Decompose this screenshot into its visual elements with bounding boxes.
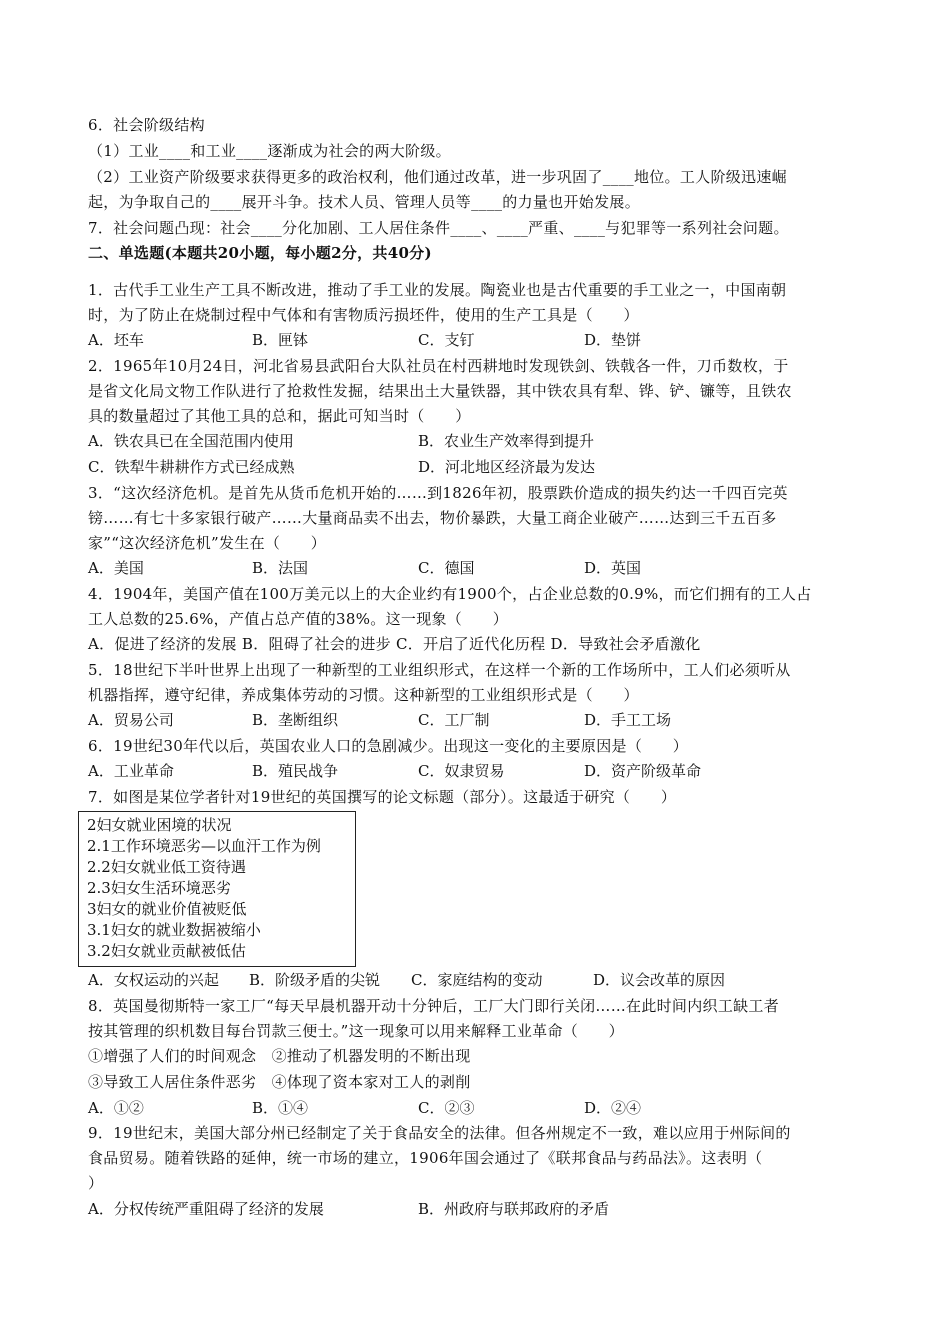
outline-item: 2.2妇女就业低工资待遇 xyxy=(87,858,246,876)
option-b[interactable]: B．①④ xyxy=(252,1099,309,1117)
option-b[interactable]: B．匣钵 xyxy=(252,331,309,349)
option-c[interactable]: C．工厂制 xyxy=(418,711,490,729)
question-text: 工人总数的25.6%，产值占总产值的38%。这一现象（ ） xyxy=(88,610,508,628)
option-c[interactable]: C．奴隶贸易 xyxy=(418,762,505,780)
option-a[interactable]: A．坯车 xyxy=(88,331,144,349)
option-a[interactable]: A．美国 xyxy=(88,559,144,577)
question-text: 具的数量超过了其他工具的总和，据此可知当时（ ） xyxy=(88,407,471,425)
question-text: ） xyxy=(88,1174,104,1192)
question-text: 是省文化局文物工作队进行了抢救性发掘，结果出土大量铁器，其中铁农具有犁、铧、铲、镰等，且铁农 xyxy=(88,382,792,400)
question-text: 5．18世纪下半叶世界上出现了一种新型的工业组织形式，在这样一个新的工作场所中，工人们必须听从 xyxy=(88,661,791,679)
option-b[interactable]: B．法国 xyxy=(252,559,309,577)
q6-2-line2: 起，为争取自己的____展开斗争。技术人员、管理人员等____的力量也开始发展。 xyxy=(88,193,641,211)
option-b[interactable]: B．殖民战争 xyxy=(252,762,339,780)
outline-item: 3.1妇女的就业数据被缩小 xyxy=(87,921,261,939)
option-d[interactable]: D．英国 xyxy=(584,559,642,577)
option-d[interactable]: D．河北地区经济最为发达 xyxy=(418,458,596,476)
question-text: 食品贸易。随着铁路的延伸，统一市场的建立，1906年国会通过了《联邦食品与药品法》。这表明（ xyxy=(88,1149,763,1167)
option-b[interactable]: B．州政府与联邦政府的矛盾 xyxy=(418,1200,610,1218)
question-text: 4．1904年，美国产值在100万美元以上的大企业约有1900个，占企业总数的0.9%，而它们拥有的工人占 xyxy=(88,585,812,603)
option-a[interactable]: A．分权传统严重阻碍了经济的发展 xyxy=(88,1200,324,1218)
option-a[interactable]: A．①② xyxy=(88,1099,144,1117)
question-text: 8．英国曼彻斯特一家工厂“每天早晨机器开动十分钟后，工厂大门即行关闭……在此时间内织工缺工者 xyxy=(88,997,780,1015)
option-c[interactable]: C．支钉 xyxy=(418,331,475,349)
option-d[interactable]: D．手工工场 xyxy=(584,711,672,729)
question-text: 时，为了防止在烧制过程中气体和有害物质污损坯件，使用的生产工具是（ ） xyxy=(88,306,639,324)
option-c[interactable]: C．铁犁牛耕耕作方式已经成熟 xyxy=(88,458,295,476)
section-title: 二、单选题(本题共20小题，每小题2分，共40分) xyxy=(88,244,432,262)
q6-2-line1: （2）工业资产阶级要求获得更多的政治权利，他们通过改革，进一步巩固了____地位。工人阶级迅速崛 xyxy=(88,168,787,186)
outline-item: 3妇女的就业价值被贬低 xyxy=(87,900,247,918)
question-text: 家”“这次经济危机”发生在（ ） xyxy=(88,534,327,552)
option-c[interactable]: C．家庭结构的变动 xyxy=(411,971,543,989)
option-b[interactable]: B．阶级矛盾的尖锐 xyxy=(249,971,381,989)
q7-social: 7．社会问题凸现：社会____分化加剧、工人居住条件____、____严重、____与犯罪等一系列社会问题。 xyxy=(88,219,789,237)
option-d[interactable]: D．议会改革的原因 xyxy=(593,971,726,989)
question-text: 机器指挥，遵守纪律，养成集体劳动的习惯。这种新型的工业组织形式是（ ） xyxy=(88,686,639,704)
paper-outline-box xyxy=(78,811,356,967)
statement-line: ③导致工人居住条件恶劣 ④体现了资本家对工人的剥削 xyxy=(88,1073,471,1091)
option-a[interactable]: A．女权运动的兴起 xyxy=(88,971,219,989)
outline-item: 2妇女就业困境的状况 xyxy=(87,816,232,834)
option-d[interactable]: D．资产阶级革命 xyxy=(584,762,702,780)
question-text: 2．1965年10月24日，河北省易县武阳台大队社员在村西耕地时发现铁剑、铁戟各一件，刀币数枚，于 xyxy=(88,357,789,375)
question-text: 7．如图是某位学者针对19世纪的英国撰写的论文标题（部分）。这最适于研究（ ） xyxy=(88,788,677,806)
option-a[interactable]: A．工业革命 xyxy=(88,762,174,780)
q6-title: 6．社会阶级结构 xyxy=(88,116,205,134)
option-d[interactable]: D．垫饼 xyxy=(584,331,642,349)
option-c[interactable]: C．德国 xyxy=(418,559,475,577)
option-a[interactable]: A．贸易公司 xyxy=(88,711,174,729)
outline-item: 2.1工作环境恶劣—以血汗工作为例 xyxy=(87,837,321,855)
question-text: 镑……有七十多家银行破产……大量商品卖不出去，物价暴跌，大量工商企业破产……达到三千五百多 xyxy=(88,509,777,527)
q6-1: （1）工业____和工业____逐渐成为社会的两大阶级。 xyxy=(88,142,451,160)
question-text: 3．“这次经济危机。是首先从货币危机开始的……到1826年初，股票跌价造成的损失约达一千四百完英 xyxy=(88,484,788,502)
question-text: 6．19世纪30年代以后，英国农业人口的急剧减少。出现这一变化的主要原因是（ ） xyxy=(88,737,689,755)
question-text: 1．古代手工业生产工具不断改进，推动了手工业的发展。陶瓷业也是古代重要的手工业之一，中国南朝 xyxy=(88,281,787,299)
outline-item: 2.3妇女生活环境恶劣 xyxy=(87,879,231,897)
option-a[interactable]: A．铁农具已在全国范围内使用 xyxy=(88,432,294,450)
option-b[interactable]: B．农业生产效率得到提升 xyxy=(418,432,595,450)
option-b[interactable]: B．垄断组织 xyxy=(252,711,339,729)
statement-line: ①增强了人们的时间观念 ②推动了机器发明的不断出现 xyxy=(88,1047,471,1065)
option-c[interactable]: C．②③ xyxy=(418,1099,475,1117)
question-text: 9．19世纪末，美国大部分州已经制定了关于食品安全的法律。但各州规定不一致，难以应用于州际间的 xyxy=(88,1124,791,1142)
option-d[interactable]: D．②④ xyxy=(584,1099,642,1117)
question-text: 按其管理的织机数目每台罚款三便士。”这一现象可以用来解释工业革命（ ） xyxy=(88,1022,624,1040)
outline-item: 3.2妇女就业贡献被低估 xyxy=(87,942,246,960)
options-line[interactable]: A．促进了经济的发展 B．阻碍了社会的进步 C．开启了近代化历程 D．导致社会矛盾激化 xyxy=(88,635,701,653)
